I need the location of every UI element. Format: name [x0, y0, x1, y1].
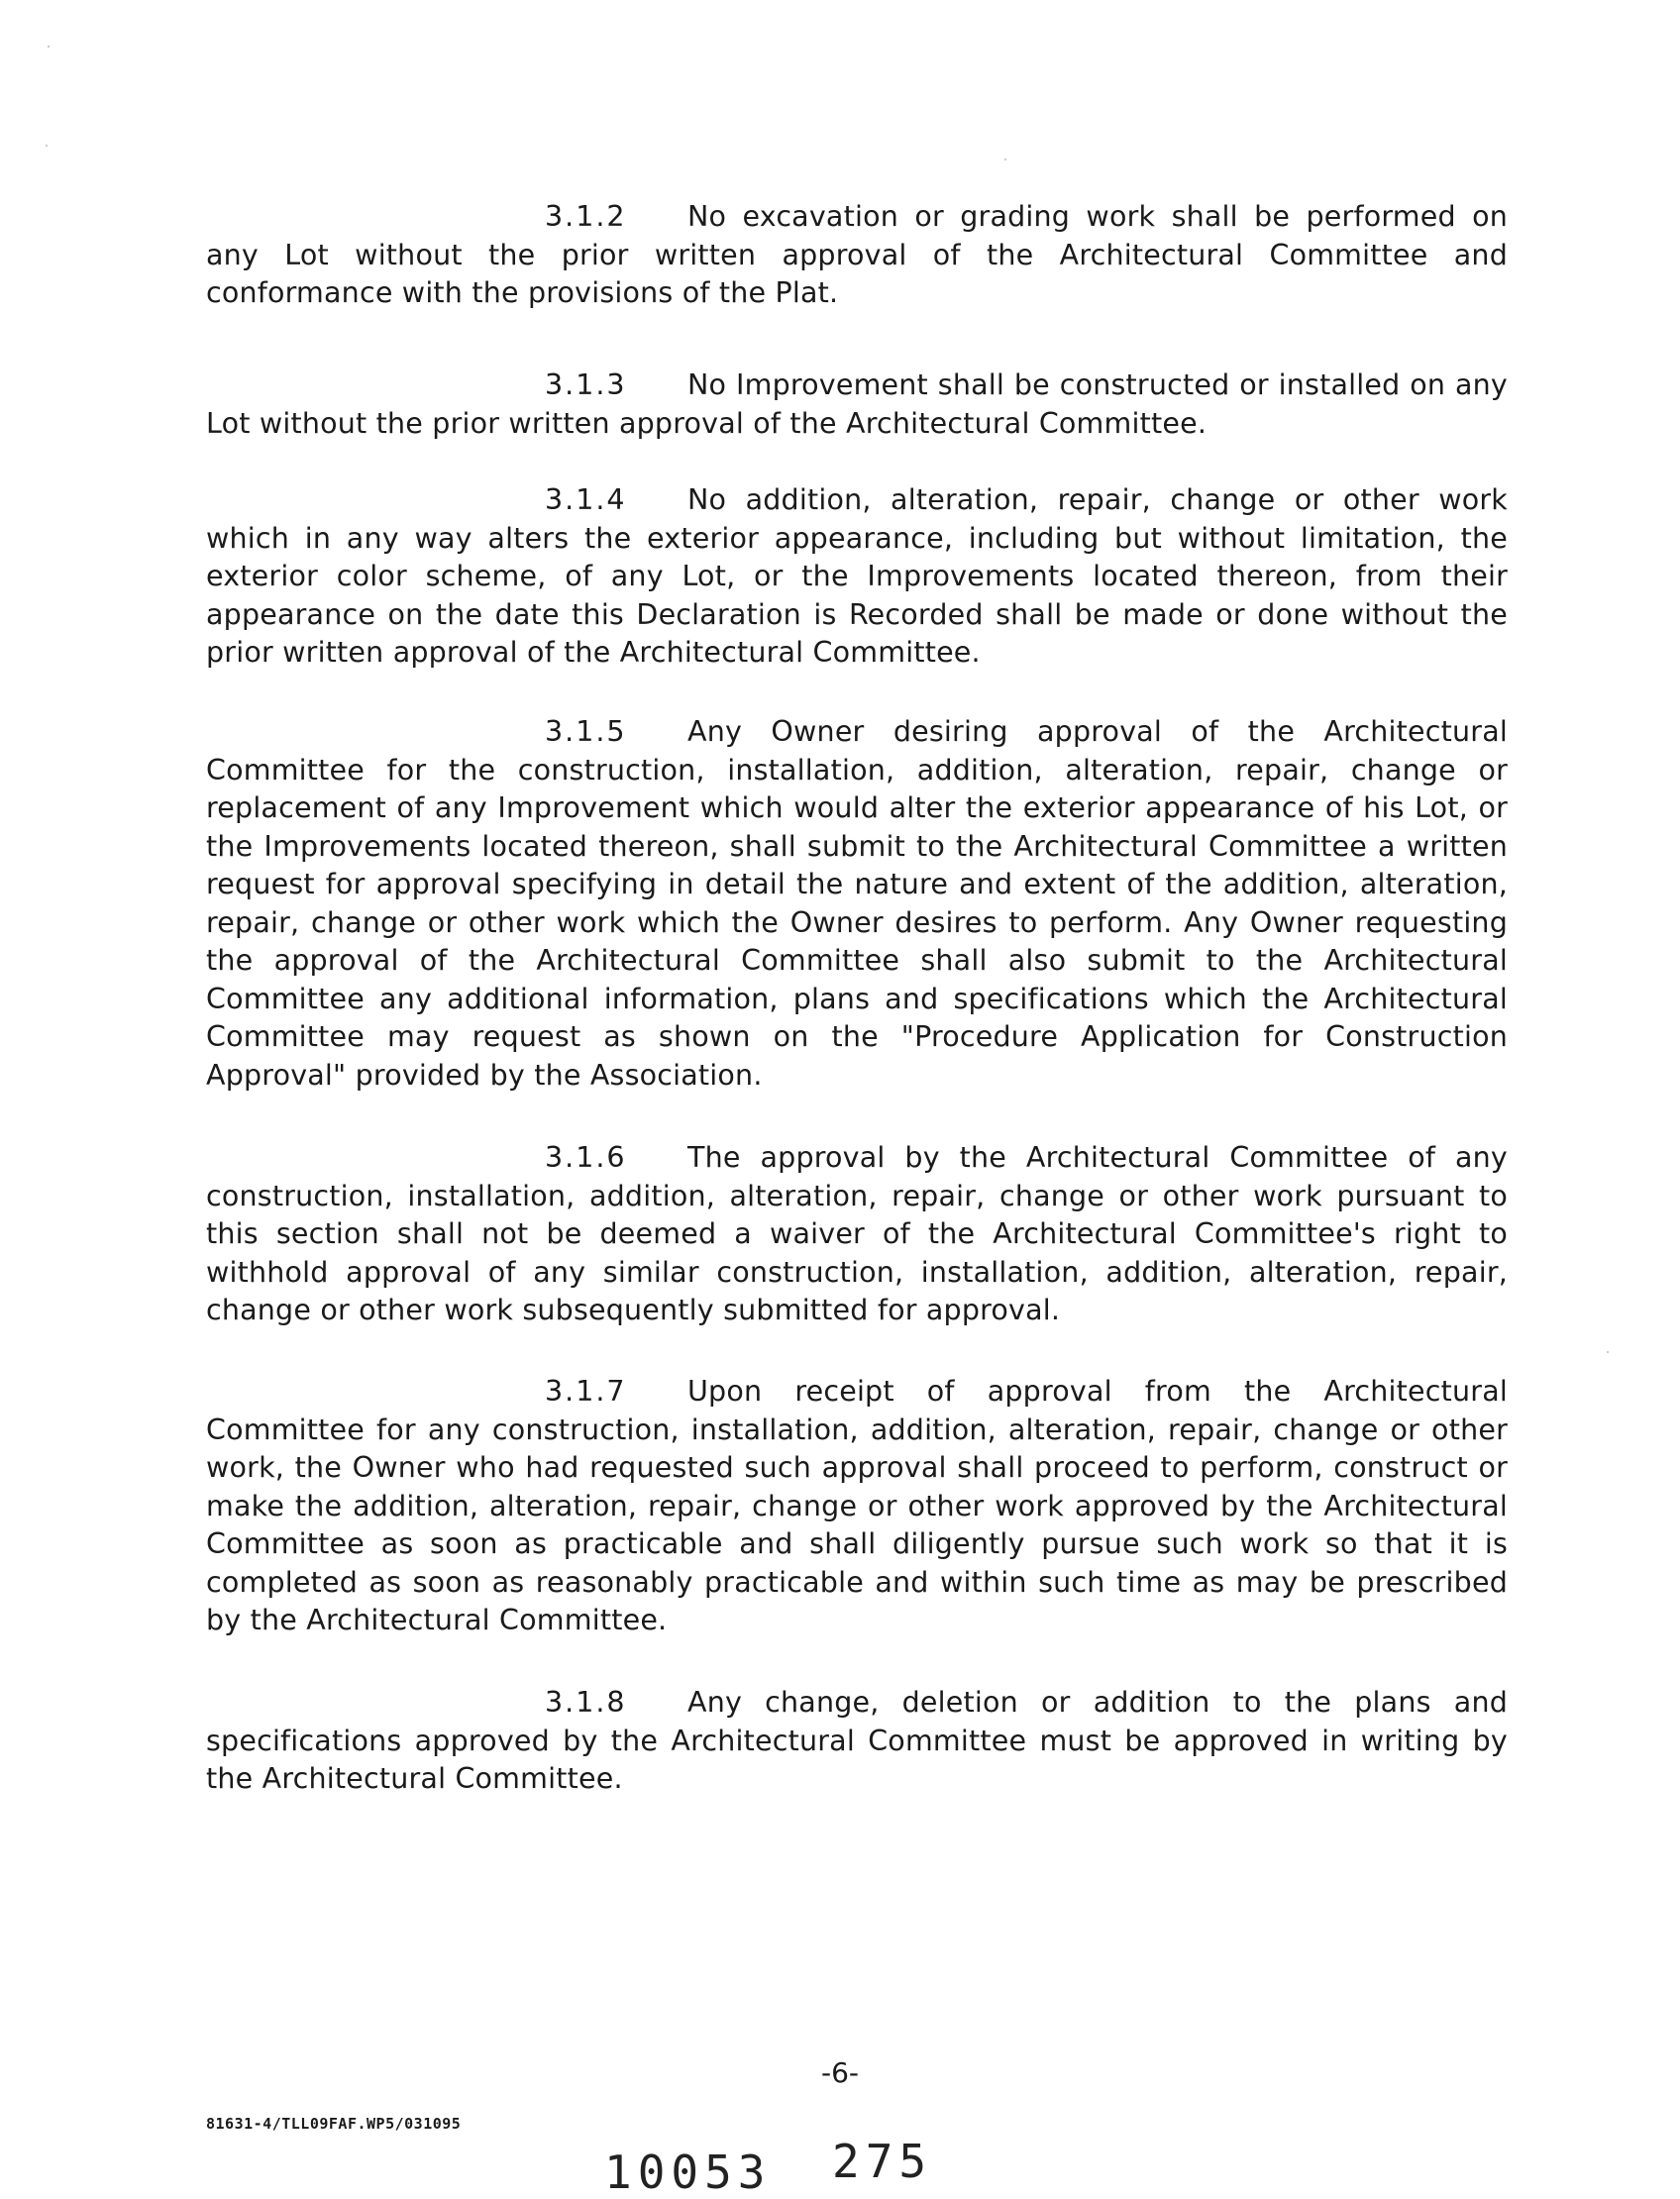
paragraph-3-1-8: [206, 1684, 1508, 1799]
file-reference: 81631-4/TLL09FAF.WP5/031095: [206, 2115, 462, 2133]
recording-book-stamp: 10053: [604, 2146, 772, 2199]
scan-speck: [48, 46, 50, 48]
paragraph-3-1-4: [206, 481, 1508, 673]
section-number: 3.1.6: [545, 1141, 627, 1174]
section-number: 3.1.5: [545, 715, 627, 748]
paragraph-text: No Improvement shall be constructed or installed on any Lot without the prior written approval of the Architectural Committee.: [206, 368, 1508, 440]
paragraph-3-1-6: [206, 1139, 1508, 1330]
paragraph-text: Any change, deletion or addition to the plans and specifications approved by the Architectural Committee must be approved in writing by the Architectural Committee.: [206, 1686, 1508, 1795]
paragraph-text: Upon receipt of approval from the Architectural Committee for any construction, installation, addition, alteration, repair, change or other work, the Owner who had requested such approval shall proceed to perform, construct or make the addition, alteration, repair, change or other work approved by the Architectural Committee as soon as practicable and shall diligently pursue such work so that it is completed as soon as reasonably practicable and within such time as may be prescribed by the Architectural Committee.: [206, 1375, 1508, 1636]
scan-speck: [46, 145, 48, 147]
section-number: 3.1.7: [545, 1375, 627, 1408]
paragraph-text: Any Owner desiring approval of the Architectural Committee for the construction, installation, addition, alteration, repair, change or replacement of any Improvement which would alter the exterior appearance of his Lot, or the Improvements located thereon, shall submit to the Architectural Committee a written request for approval specifying in detail the nature and extent of the addition, alteration, repair, change or other work which the Owner desires to perform. Any Owner requesting the approval of the Architectural Committee shall also submit to the Architectural Committee any additional information, plans and specifications which the Architectural Committee may request as shown on the "Procedure Application for Construction Approval" provided by the Association.: [206, 715, 1508, 1092]
paragraph-3-1-3: [206, 366, 1508, 443]
section-number: 3.1.8: [545, 1686, 627, 1719]
paragraph-3-1-2: [206, 198, 1508, 313]
scan-speck: [1004, 158, 1006, 160]
scan-speck: [1607, 1351, 1609, 1353]
paragraph-3-1-7: [206, 1373, 1508, 1640]
page-number: -6-: [820, 2056, 860, 2089]
paragraph-text: No excavation or grading work shall be performed on any Lot without the prior written approval of the Architectural Committee and conformance with the provisions of the Plat.: [206, 200, 1508, 309]
section-number: 3.1.3: [545, 368, 627, 401]
paragraph-text: No addition, alteration, repair, change or other work which in any way alters the exterior appearance, including but without limitation, the exterior color scheme, of any Lot, or the Improvements located thereon, from their appearance on the date this Declaration is Recorded shall be made or done without the prior written approval of the Architectural Committee.: [206, 483, 1508, 669]
section-number: 3.1.2: [545, 200, 627, 233]
paragraph-text: The approval by the Architectural Committee of any construction, installation, addition, alteration, repair, change or other work pursuant to this section shall not be deemed a waiver of the Architectural Committee's right to withhold approval of any similar construction, installation, addition, alteration, repair, change or other work subsequently submitted for approval.: [206, 1141, 1508, 1326]
section-number: 3.1.4: [545, 483, 627, 516]
paragraph-3-1-5: [206, 713, 1508, 1095]
recording-page-stamp: 275: [832, 2135, 933, 2188]
